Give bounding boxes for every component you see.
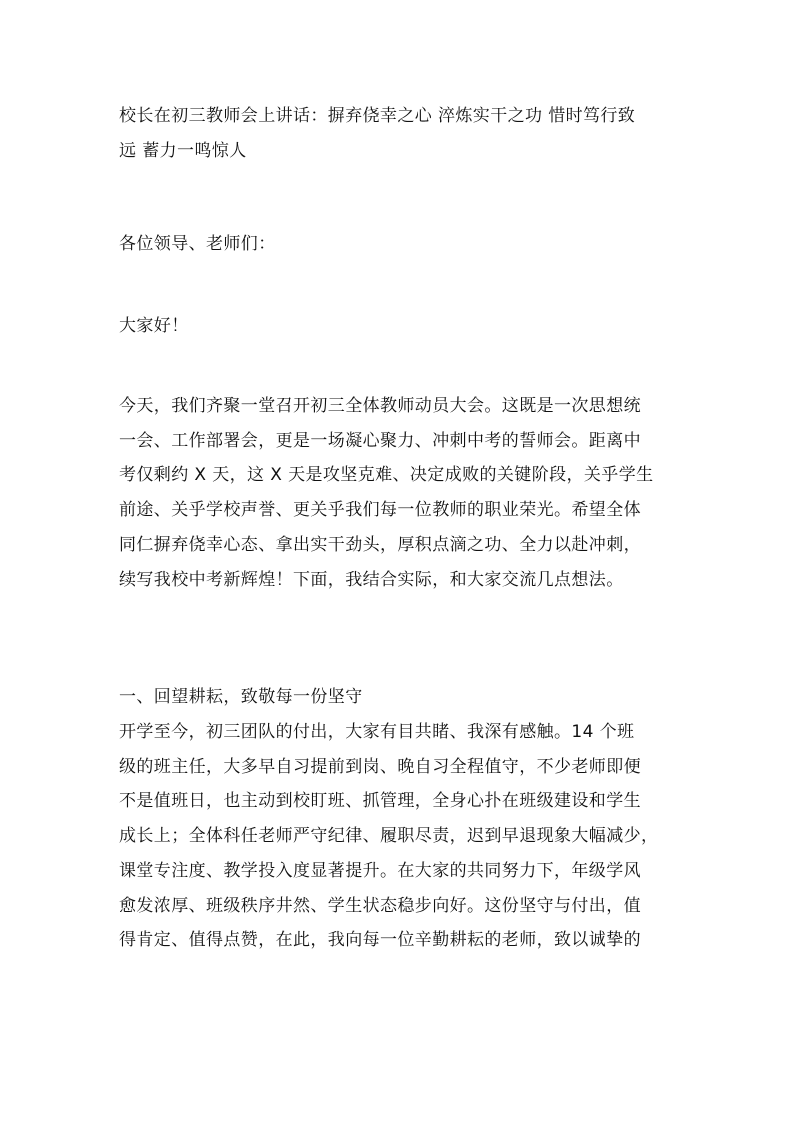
section-heading: 一、回望耕耘，致敬每一份坚守: [119, 687, 363, 707]
section-paragraph: 开学至今，初三团队的付出，大家有目共睹、我深有感触。14 个班 级的班主任，大多早自习提前到岗、晚自习全程值守，不少老师即便 不是值班日，也主动到校盯班、抓管理，全身心扑在班级建设和学生 成长上；全体科任老师严守纪律、履职尽责，迟到早退现象大幅减少， 课堂专注度、教学投入度显著提升。在大家的共同努力下，年级学风 愈发浓厚、班级秩序井然、学生状态稳步向好。这份坚守与付出，值 得肯定、值得点赞，在此，我向每一位辛勤耕耘的老师，致以诚挚的: [119, 722, 659, 951]
speech-title: 校长在初三教师会上讲话：摒弃侥幸之心 淬炼实干之功 惜时笃行致 远 蓄力一鸣惊人: [119, 106, 636, 161]
greeting: 大家好！: [119, 316, 189, 336]
salutation: 各位领导、老师们：: [119, 234, 276, 254]
intro-paragraph: 今天，我们齐聚一堂召开初三全体教师动员大会。这既是一次思想统 一会、工作部署会，更是一场凝心聚力、冲刺中考的誓师会。距离中 考仅剩约 X 天，这 X 天是攻坚克难、决定成败的关键阶段，关乎学生 前途、关乎学校声誉、更关乎我们每一位教师的职业荣光。希望全体 同仁摒弃侥幸心态、拿出实干劲头，厚积点滴之功、全力以赴冲刺， 续写我校中考新辉煌！下面，我结合实际，和大家交流几点想法。: [119, 396, 654, 590]
